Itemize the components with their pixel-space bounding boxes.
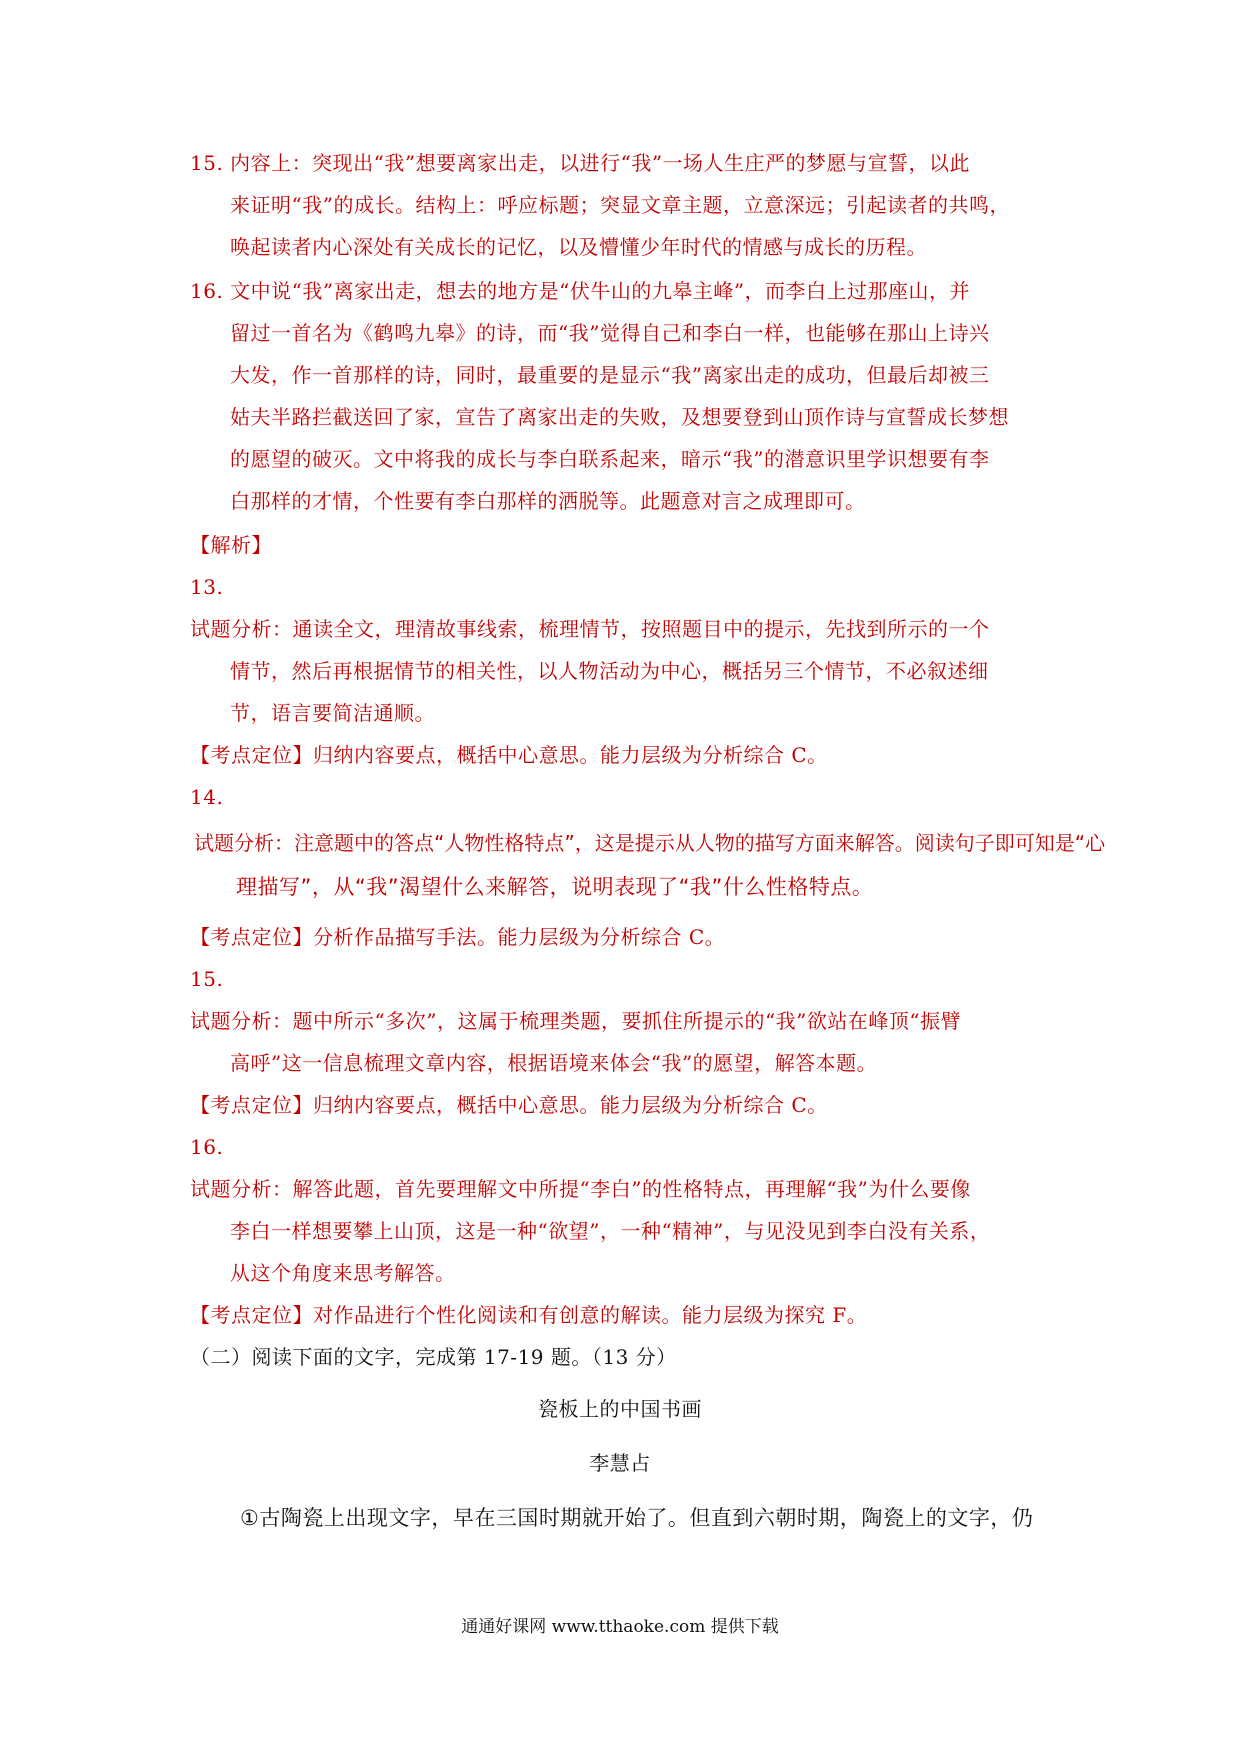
q13-analysis-line-2: 情节，然后再根据情节的相关性，以人物活动为中心，概括另三个情节，不必叙述细 [230,659,989,683]
q16-analysis-line-3: 从这个角度来思考解答。 [230,1261,456,1285]
answer-16-line-5: 的愿望的破灭。文中将我的成长与李白联系起来，暗示“我”的潜意识里学识想要有李 [230,447,990,471]
q15-analysis-line-1: 试题分析：题中所示“多次”，这属于梳理类题，要抓住所提示的“我”欲站在峰顶“振臂 [190,1009,962,1033]
q14-analysis-line-1: 试题分析：注意题中的答点“人物性格特点”，这是提示从人物的描写方面来解答。阅读句子即可知是“心 [194,831,1106,855]
answer-16-line-1: 16. 文中说“我”离家出走，想去的地方是“伏牛山的九皋主峰”，而李白上过那座山，并 [190,279,971,303]
q16-point: 【考点定位】对作品进行个性化阅读和有创意的解读。能力层级为探究 F。 [190,1303,868,1327]
q16-number: 16. [190,1135,224,1159]
article-title: 瓷板上的中国书画 [538,1397,702,1421]
q13-analysis-line-1: 试题分析：通读全文，理清故事线索，梳理情节，按照题目中的提示，先找到所示的一个 [190,617,990,641]
q16-analysis-line-2: 李白一样想要攀上山顶，这是一种“欲望”，一种“精神”，与见没见到李白没有关系， [230,1219,991,1243]
analysis-heading: 【解析】 [190,533,272,557]
article-paragraph-1: ①古陶瓷上出现文字，早在三国时期就开始了。但直到六朝时期，陶瓷上的文字，仍 [240,1506,1034,1530]
answer-16-line-6: 白那样的才情，个性要有李白那样的洒脱等。此题意对言之成理即可。 [230,489,866,513]
answer-15-line-3: 唤起读者内心深处有关成长的记忆，以及懵懂少年时代的情感与成长的历程。 [230,235,927,259]
q15-point: 【考点定位】归纳内容要点，概括中心意思。能力层级为分析综合 C。 [190,1093,828,1117]
answer-16-line-3: 大发，作一首那样的诗，同时，最重要的是显示“我”离家出走的成功，但最后却被三 [230,363,990,387]
q13-point: 【考点定位】归纳内容要点，概括中心意思。能力层级为分析综合 C。 [190,743,828,767]
answer-16-line-4: 姑夫半路拦截送回了家，宣告了离家出走的失败，及想要登到山顶作诗与宣誓成长梦想 [230,405,1009,429]
q16-analysis-line-1: 试题分析：解答此题，首先要理解文中所提“李白”的性格特点，再理解“我”为什么要像 [190,1177,971,1201]
answer-15-line-2: 来证明“我”的成长。结构上：呼应标题；突显文章主题，立意深远；引起读者的共鸣， [230,193,1010,217]
answer-16-line-2: 留过一首名为《鹤鸣九皋》的诗，而“我”觉得自己和李白一样，也能够在那山上诗兴 [230,321,990,345]
answer-15-line-1: 15. 内容上：突现出“我”想要离家出走，以进行“我”一场人生庄严的梦愿与宣誓，以此 [190,151,971,175]
q14-number: 14. [190,785,224,809]
q15-number: 15. [190,967,224,991]
q15-analysis-line-2: 高呼”这一信息梳理文章内容，根据语境来体会“我”的愿望，解答本题。 [230,1051,878,1075]
page-footer: 通通好课网 www.tthaoke.com 提供下载 [461,1617,779,1637]
section-2-intro: （二）阅读下面的文字，完成第 17-19 题。（13 分） [190,1345,677,1369]
article-author: 李慧占 [589,1451,651,1475]
q14-analysis-line-2: 理描写”，从“我”渴望什么来解答，说明表现了“我”什么性格特点。 [236,875,874,899]
q14-point: 【考点定位】分析作品描写手法。能力层级为分析综合 C。 [190,925,726,949]
q13-number: 13. [190,575,224,599]
q13-analysis-line-3: 节，语言要简洁通顺。 [230,701,435,725]
